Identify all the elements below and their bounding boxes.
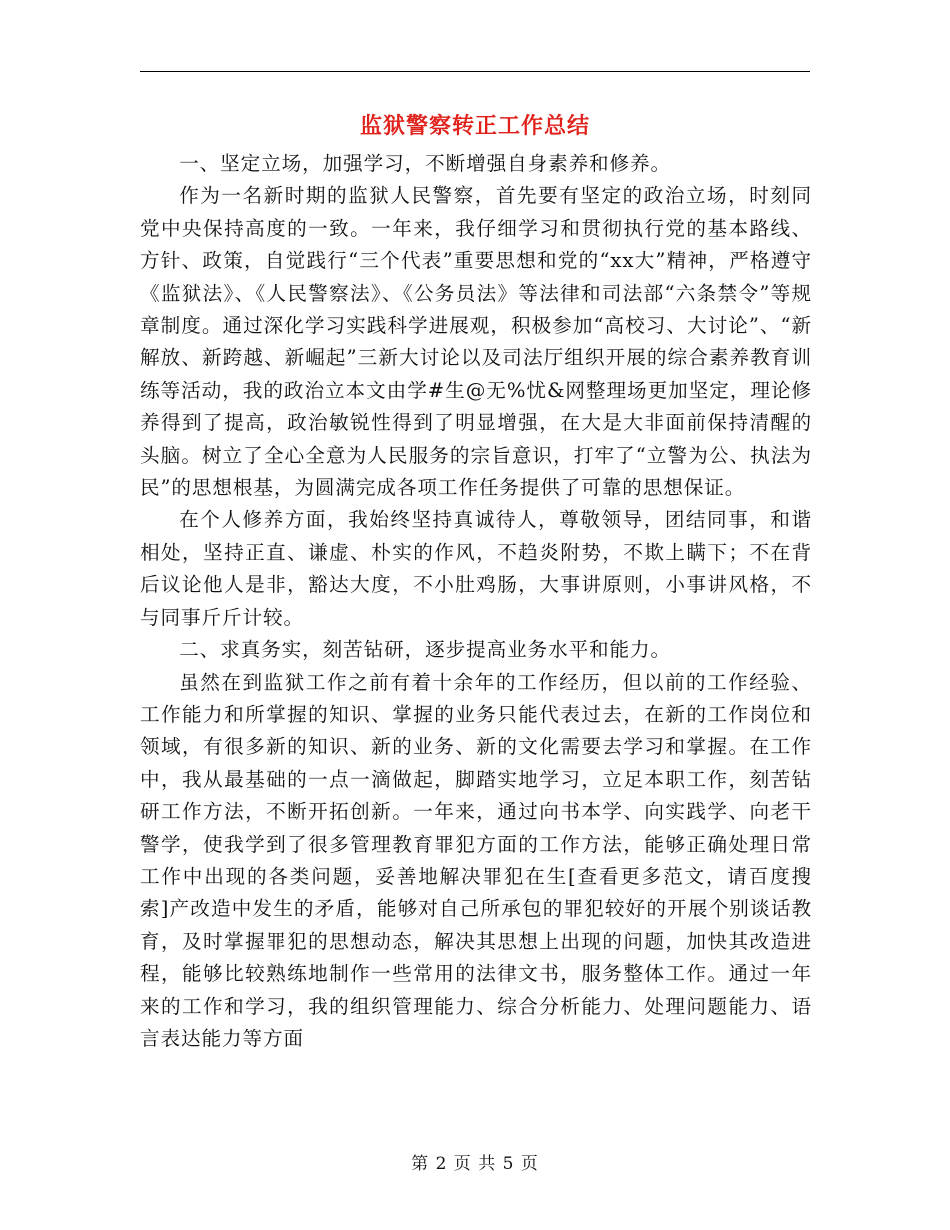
section-heading-1: 一、坚定立场，加强学习，不断增强自身素养和修养。 xyxy=(179,152,672,175)
body-paragraph: 虽然在到监狱工作之前有着十余年的工作经历，但以前的工作经验、工作能力和所掌握的知识、掌握的业务只能代表过去，在新的工作岗位和领域，有很多新的知识、新的业务、新的文化需要去学习和掌握。在工作中，我从最基础的一点一滴做起，脚踏实地学习，立足本职工作，刻苦钻研工作方法，不断开拓创新。一年来，通过向书本学、向实践学、向老干警学，使我学到了很多管理教育罪犯方面的工作方法，能够正确处理日常工作中出现的各类问题，妥善地解决罪犯在生[查看更多范文，请百度搜索]产改造中发生的矛盾，能够对自己所承包的罪犯较好的开展个别谈话教育，及时掌握罪犯的思想动态，解决其思想上出现的问题，加快其改造进程，能够比较熟练地制作一些常用的法律文书，服务整体工作。通过一年来的工作和学习，我的组织管理能力、综合分析能力、处理问题能力、语言表达能力等方面 xyxy=(140,670,812,1050)
body-paragraph: 在个人修养方面，我始终坚持真诚待人，尊敬领导，团结同事，和谐相处，坚持正直、谦虚、朴实的作风，不趋炎附势，不欺上瞒下；不在背后议论他人是非，豁达大度，不小肚鸡肠，大事讲原则，小事讲风格，不与同事斤斤计较。 xyxy=(140,508,812,629)
section-heading-2: 二、求真务实，刻苦钻研，逐步提高业务水平和能力。 xyxy=(179,638,672,662)
body-paragraph: 作为一名新时期的监狱人民警察，首先要有坚定的政治立场，时刻同党中央保持高度的一致。一年来，我仔细学习和贯彻执行党的基本路线、方针、政策，自觉践行“三个代表”重要思想和党的“xx大”精神，严格遵守《监狱法》、《人民警察法》、《公务员法》等法律和司法部“六条禁令”等规章制度。通过深化学习实践科学进展观，积极参加“高校习、大讨论”、“新解放、新跨越、新崛起”三新大讨论以及司法厅组织开展的综合素养教育训练等活动，我的政治立本文由学#生@无%忧&网整理场更加坚定，理论修养得到了提高，政治敏锐性得到了明显增强，在大是大非面前保持清醒的头脑。树立了全心全意为人民服务的宗旨意识，打牢了“立警为公、执法为民”的思想根基，为圆满完成各项工作任务提供了可靠的思想保证。 xyxy=(140,184,812,500)
document-body xyxy=(140,148,812,1055)
document-title: 监狱警察转正工作总结 xyxy=(359,113,590,139)
header-rule xyxy=(140,71,810,72)
page-number: 第 2 页 共 5 页 xyxy=(411,1154,539,1174)
